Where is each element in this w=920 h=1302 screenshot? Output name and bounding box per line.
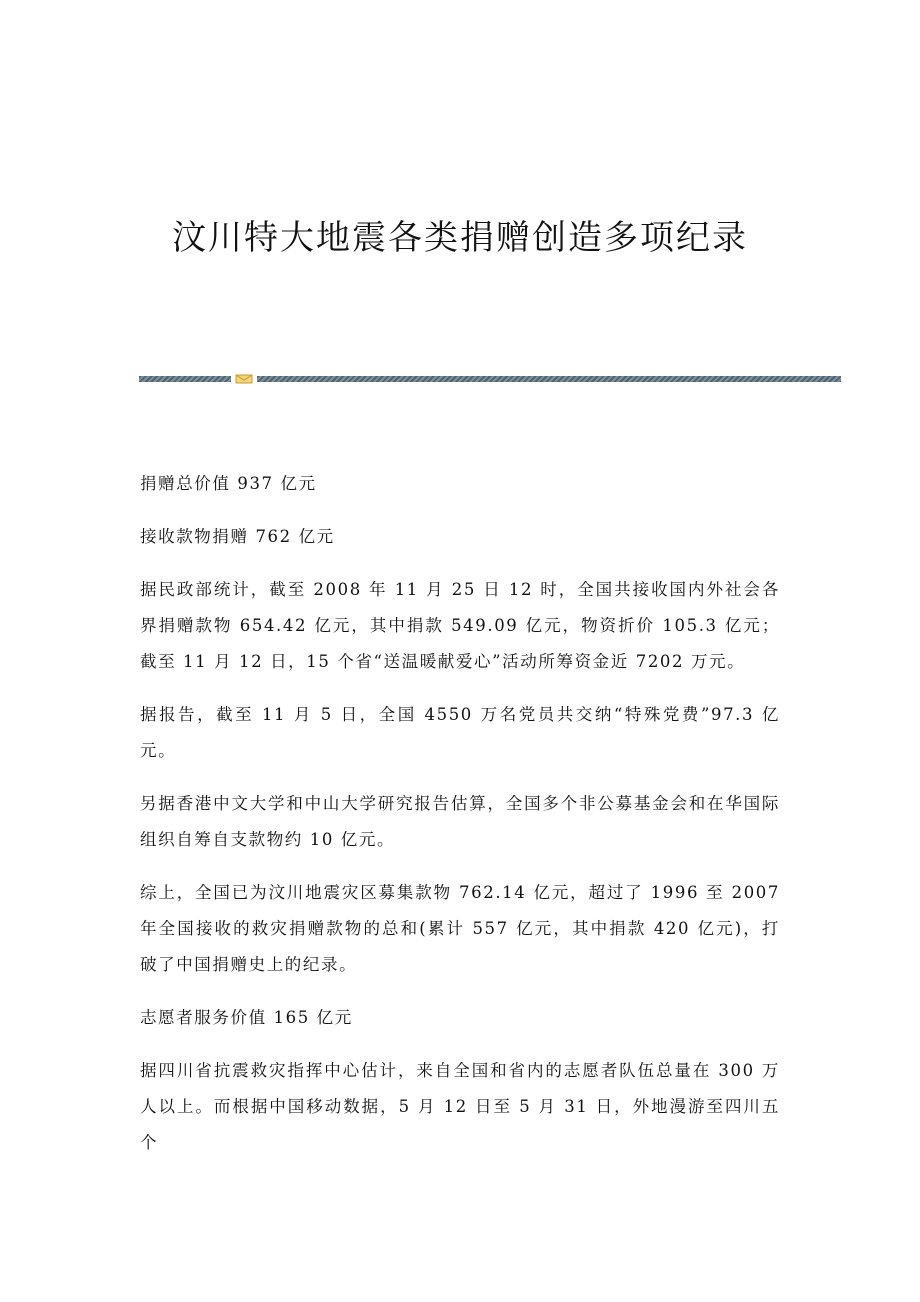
title-divider (139, 374, 841, 384)
article-body (140, 466, 780, 1178)
paragraph-total-value: 捐赠总价值 937 亿元 (140, 474, 317, 493)
paragraph-summary: 综上，全国已为汶川地震灾区募集款物 762.14 亿元，超过了 1996 至 2007 年全国接收的救灾捐赠款物的总和(累计 557 亿元，其中捐款 420 亿元)，打破了中国捐赠史上的纪录。 (140, 883, 780, 974)
paragraph-volunteer-estimate: 据四川省抗震救灾指挥中心估计，来自全国和省内的志愿者队伍总量在 300 万人以上。而根据中国移动数据，5 月 12 日至 5 月 31 日，外地漫游至四川五个 (140, 1061, 780, 1152)
paragraph-party-dues: 据报告，截至 11 月 5 日，全国 4550 万名党员共交纳“特殊党费”97.3 亿元。 (140, 705, 780, 760)
paragraph-volunteer-value: 志愿者服务价值 165 亿元 (140, 1008, 353, 1027)
paragraph-foundations: 另据香港中文大学和中山大学研究报告估算，全国多个非公募基金会和在华国际组织自筹自支款物约 10 亿元。 (140, 794, 780, 849)
paragraph-received-donations: 接收款物捐赠 762 亿元 (140, 527, 335, 546)
divider-bar-right (257, 376, 841, 382)
paragraph-civil-affairs-stats: 据民政部统计，截至 2008 年 11 月 25 日 12 时，全国共接收国内外社会各界捐赠款物 654.42 亿元，其中捐款 549.09 亿元，物资折价 105.3 亿元；截至 11 月 12 日，15 个省“送温暖献爱心”活动所筹资金近 7202 万元。 (140, 580, 780, 671)
envelope-icon (235, 374, 253, 384)
divider-bar-left (139, 376, 231, 382)
page-title: 汶川特大地震各类捐赠创造多项纪录 (172, 218, 748, 258)
